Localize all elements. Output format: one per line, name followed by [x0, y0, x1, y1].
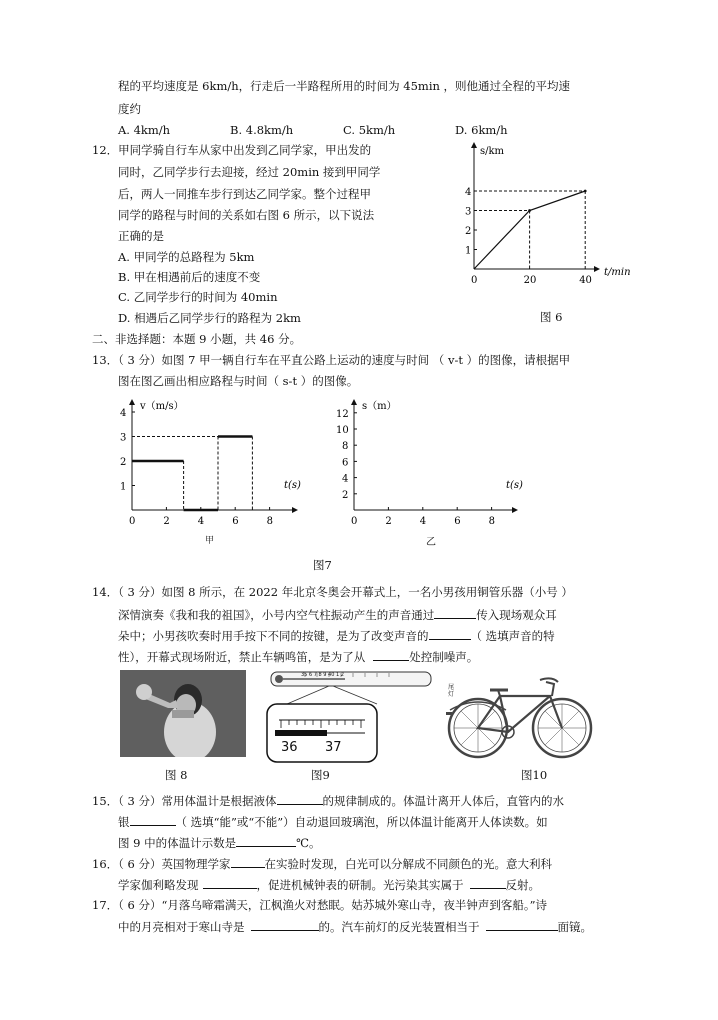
- answer-blank[interactable]: [130, 814, 176, 826]
- answer-blank[interactable]: [486, 919, 558, 931]
- x-tick-label: 0: [129, 516, 136, 527]
- q15-line2-a: 银: [118, 815, 130, 829]
- thermometer-scale-labels: 35 6 7 8 9 40 1 2: [301, 672, 344, 678]
- answer-blank[interactable]: [203, 877, 257, 889]
- thermometer-label-36: 36: [281, 740, 298, 755]
- q14-line4-a: 性），开幕式现场附近，禁止车辆鸣笛，是为了从: [118, 650, 366, 664]
- q12-line: 同学的路程与时间的关系如右图 6 所示，以下说法: [118, 208, 375, 222]
- x-tick-label: 6: [454, 516, 461, 527]
- x-tick-label: 2: [385, 516, 392, 527]
- x-axis-label: t(s): [506, 480, 523, 491]
- y-tick-label: 2: [465, 226, 472, 237]
- y-tick-label: 1: [465, 245, 472, 257]
- q15-line3-a: 图 9 中的体温计示数是: [118, 836, 237, 850]
- answer-blank[interactable]: [231, 856, 265, 868]
- y-tick-label: 12: [336, 408, 349, 420]
- q16-line1-a: 16．（ 6 分）英国物理学家: [92, 857, 231, 871]
- q16-line2: [118, 877, 540, 893]
- q14-line1: 14．（ 3 分）如图 8 所示，在 2022 年北京冬奥会开幕式上，一名小男孩用铜管乐器（小号 ）: [92, 585, 573, 599]
- q14-line3: [118, 628, 555, 644]
- q11-option-b: B. 4.8km/h: [230, 123, 294, 137]
- data-point: [528, 209, 531, 212]
- q15-line1: [92, 793, 564, 809]
- q15-line3: [118, 835, 321, 851]
- q15-line3-b: ℃。: [296, 836, 321, 850]
- q11-line1: 程的平均速度是 6km/h，行走后一半路程所用的时间为 45min ，则他通过全程的平均速: [118, 79, 571, 93]
- x-tick-label: 4: [419, 516, 427, 527]
- answer-blank[interactable]: [434, 607, 476, 619]
- y-tick-label: 4: [465, 187, 472, 198]
- answer-blank[interactable]: [251, 919, 319, 931]
- x-tick-label: 8: [488, 516, 495, 527]
- fig8-photo-trumpet-boy: [120, 670, 246, 757]
- fig7b-st-graph: [330, 395, 530, 540]
- q15-line2-b: （ 选填“能”或“不能”）自动退回玻璃泡，所以体温计能离开人体读数。如: [175, 815, 548, 829]
- answer-blank[interactable]: [277, 793, 323, 805]
- y-tick-label: 8: [342, 441, 349, 453]
- q12-line: 正确的是: [118, 229, 164, 243]
- q14-line2-a: 深情演奏《我和我的祖国》，小号内空气柱振动产生的声音通过: [118, 608, 435, 622]
- q16-line1-b: 在实验时发现，白光可以分解成不同颜色的光。意大利科: [264, 857, 553, 871]
- q14-line3-a: 朵中；小男孩吹奏时用手按下不同的按键，是为了改变声音的: [118, 629, 429, 643]
- q14-line3-b: （ 选填声音的特: [470, 629, 555, 643]
- answer-blank[interactable]: [236, 835, 296, 847]
- q16-line2-b: ，促进机械钟表的研制。光污染其实属于: [256, 878, 464, 892]
- x-axis-label: t/min: [604, 267, 631, 278]
- bike-tail-light-label: 尾灯: [448, 684, 455, 698]
- x-tick-label: 40: [579, 275, 592, 286]
- answer-blank[interactable]: [373, 649, 409, 661]
- fig9-thermometer: [265, 668, 435, 764]
- fig7b-sublabel: 乙: [426, 537, 436, 548]
- q16-line2-c: 反射。: [505, 878, 540, 892]
- q12-option-d: D. 相遇后乙同学步行的路程为 2km: [118, 311, 301, 325]
- x-tick-label: 0: [471, 275, 478, 286]
- q17-line2-c: 面镜。: [557, 920, 592, 934]
- y-axis-label: s/km: [480, 146, 505, 157]
- fig8-caption: 图 8: [165, 768, 188, 782]
- q11-option-a: A. 4km/h: [118, 123, 171, 137]
- x-tick-label: 0: [351, 516, 358, 527]
- q16-line2-a: 学家伽利略发现: [118, 878, 199, 892]
- q11-option-c: C. 5km/h: [343, 123, 396, 137]
- q12-option-b: B. 甲在相遇前后的速度不变: [118, 270, 261, 284]
- q12-option-a: A. 甲同学的总路程为 5km: [118, 250, 255, 264]
- y-axis-arrow: [351, 399, 357, 405]
- fig10-bicycle: [440, 670, 600, 760]
- y-axis-arrow: [129, 399, 135, 405]
- q11-option-d: D. 6km/h: [455, 123, 508, 137]
- x-tick-label: 2: [163, 516, 170, 527]
- y-tick-label: 6: [342, 457, 349, 469]
- y-tick-label: 1: [120, 481, 127, 493]
- fig6-graph: [448, 138, 644, 286]
- fig6-caption: 图 6: [540, 310, 563, 324]
- q13-line2: 图在图乙画出相应路程与时间（ s-t ）的图像。: [118, 374, 359, 388]
- data-point: [584, 190, 587, 193]
- x-axis-label: t(s): [284, 480, 301, 491]
- x-axis-arrow: [292, 507, 298, 513]
- fig9-caption: 图9: [311, 768, 330, 782]
- fig7a-sublabel: 甲: [205, 536, 215, 546]
- q14-line4: [118, 649, 478, 665]
- q14-line2-b: 传入现场观众耳: [476, 608, 557, 622]
- x-tick-label: 20: [523, 275, 537, 286]
- y-tick-label: 3: [465, 206, 472, 218]
- y-axis-arrow: [471, 142, 477, 148]
- q12-line: 同时，乙同学步行去迎接，经过 20min 接到甲同学: [118, 165, 381, 179]
- answer-blank[interactable]: [429, 628, 471, 640]
- q13-line1: 13．（ 3 分）如图 7 甲一辆自行车在平直公路上运动的速度与时间 （ v-t ）的图像，请根据甲: [92, 353, 571, 367]
- y-tick-label: 2: [120, 457, 127, 468]
- section2-heading: 二、非选择题：本题 9 小题，共 46 分。: [92, 332, 302, 346]
- q12-option-c: C. 乙同学步行的时间为 40min: [118, 290, 278, 304]
- y-tick-label: 10: [336, 425, 349, 436]
- q12-line: 后，两人一同推车步行到达乙同学家。整个过程甲: [118, 187, 371, 201]
- fig7a-vt-graph: [110, 395, 310, 540]
- q16-line1: [92, 856, 552, 872]
- y-tick-label: 4: [120, 408, 127, 419]
- q14-line4-b: 处控制噪声。: [409, 650, 479, 664]
- q12-line: 12．甲同学骑自行车从家中出发到乙同学家，甲出发的: [92, 143, 372, 157]
- q11-line2: 度约: [118, 102, 141, 116]
- q15-line1-b: 的规律制成的。体温计离开人体后，直管内的水: [322, 794, 565, 808]
- fig10-caption: 图10: [521, 768, 548, 782]
- x-tick-label: 8: [266, 516, 273, 527]
- thermometer-label-37: 37: [325, 740, 342, 755]
- y-tick-label: 2: [342, 489, 349, 501]
- q17-line2-a: 中的月亮相对于寒山寺是: [118, 920, 245, 934]
- q17-line2: [118, 919, 592, 935]
- q17-line1: 17．（ 6 分）“月落乌啼霜满天，江枫渔火对愁眠。姑苏城外寒山寺，夜半钟声到客船。”诗: [92, 898, 548, 912]
- q15-line2: [118, 814, 548, 830]
- q17-line2-b: 的。汽车前灯的反光装置相当于: [318, 920, 480, 934]
- y-axis-label: v（m/s）: [140, 401, 184, 412]
- answer-blank[interactable]: [470, 877, 506, 889]
- q15-line1-a: 15．（ 3 分）常用体温计是根据液体: [92, 794, 277, 808]
- x-tick-label: 6: [232, 516, 239, 527]
- y-tick-label: 3: [120, 432, 127, 444]
- fig7-caption: 图7: [313, 558, 332, 572]
- x-tick-label: 4: [197, 516, 205, 527]
- x-axis-arrow: [594, 266, 600, 272]
- q14-line2: [118, 607, 557, 623]
- y-axis-label: s（m）: [362, 401, 397, 412]
- x-axis-arrow: [512, 507, 518, 513]
- y-tick-label: 4: [342, 473, 349, 485]
